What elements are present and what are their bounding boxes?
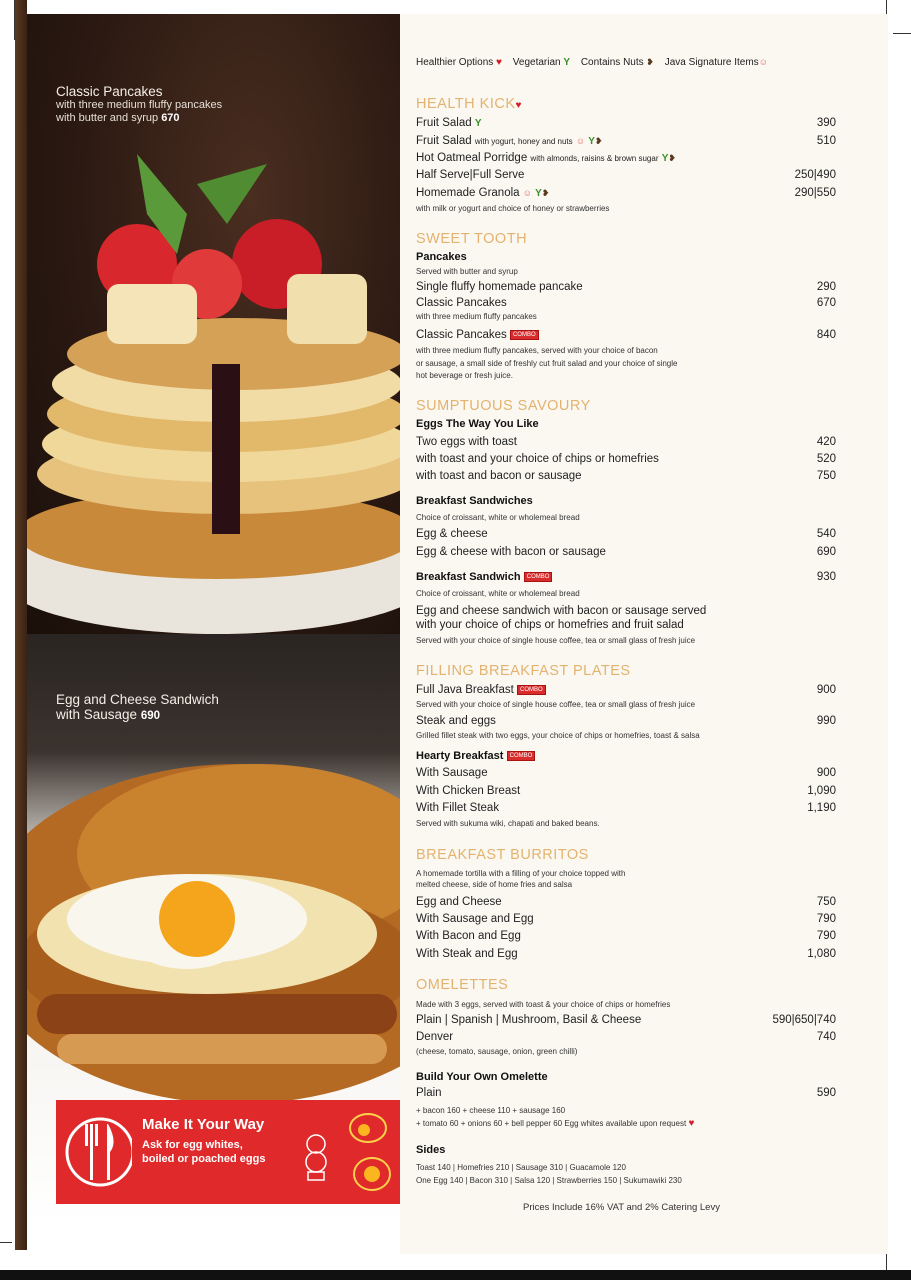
menu-column	[400, 14, 888, 1254]
make-it-your-way-banner	[56, 1100, 400, 1204]
menu-item: Egg & cheese with bacon or sausage 690	[416, 546, 836, 558]
item-note: Choice of croissant, white or wholemeal bread	[416, 513, 580, 522]
item-note: Choice of croissant, white or wholemeal bread	[416, 589, 580, 598]
cutlery-icon	[62, 1112, 132, 1192]
sub-heading: Eggs The Way You Like	[416, 418, 539, 430]
pancake-caption-title: Classic Pancakes	[56, 84, 163, 99]
menu-item: Two eggs with toast 420	[416, 436, 836, 448]
pancake-caption-price: 670	[161, 112, 180, 124]
section-breakfast-plates: FILLING BREAKFAST PLATES	[416, 663, 631, 679]
crop-mark	[0, 1242, 12, 1243]
egg-icon	[336, 1102, 396, 1202]
vegetarian-icon: Y	[588, 136, 595, 147]
section-burritos: BREAKFAST BURRITOS	[416, 847, 589, 863]
crop-mark	[893, 33, 911, 34]
item-note: Grilled fillet steak with two eggs, your choice of chips or homefries, toast & salsa	[416, 731, 700, 740]
menu-item: With Chicken Breast 1,090	[416, 785, 836, 797]
menu-item: Half Serve|Full Serve 250|490	[416, 169, 836, 181]
section-health-kick: HEALTH KICK♥	[416, 96, 522, 112]
item-note: Served with your choice of single house coffee, tea or small glass of fresh juice	[416, 636, 696, 645]
vegetarian-icon: Y	[661, 153, 669, 164]
combo-badge: COMBO	[507, 751, 536, 761]
pancake-caption	[56, 84, 222, 125]
vegetarian-icon: Y	[563, 57, 571, 68]
menu-item-description: Egg and cheese sandwich with bacon or sausage served with your choice of chips or homefries and fruit salad	[416, 605, 707, 631]
heart-icon: ♥	[515, 100, 522, 111]
menu-item: Homemade Granola ☺ Y❥ 290|550	[416, 187, 836, 199]
item-note: (cheese, tomato, sausage, onion, green chilli)	[416, 1047, 578, 1056]
chef-icon	[296, 1132, 336, 1182]
menu-item: Classic Pancakes COMBO 840	[416, 329, 836, 341]
menu-item: Steak and eggs 990	[416, 715, 836, 727]
menu-item: Hot Oatmeal Porridge with almonds, raisins & brown sugar Y❥	[416, 152, 676, 164]
menu-item: Egg & cheese 540	[416, 528, 836, 540]
sub-heading: Pancakes	[416, 251, 467, 263]
sides-list: Toast 140 | Homefries 210 | Sausage 310 | Guacamole 120 One Egg 140 | Bacon 310 | Salsa 120 | Strawberries 150 | Sukumawiki 230	[416, 1163, 682, 1185]
menu-item: Single fluffy homemade pancake 290	[416, 281, 836, 293]
item-note: Served with sukuma wiki, chapati and baked beans.	[416, 819, 600, 828]
nut-icon: ❥	[646, 57, 654, 67]
vegetarian-icon: Y	[474, 118, 482, 129]
promo-line2: boiled or poached eggs	[142, 1153, 266, 1165]
legend-healthier: Healthier Options	[416, 57, 494, 68]
menu-item: With Sausage and Egg 790	[416, 913, 836, 925]
menu-item: Classic Pancakes 670	[416, 297, 836, 309]
nut-icon: ❥	[668, 153, 676, 163]
pancake-caption-line1: with three medium fluffy pancakes	[56, 99, 223, 111]
signature-icon: ☺	[575, 136, 586, 146]
sandwich-caption-price: 690	[140, 710, 161, 722]
menu-item: Egg and Cheese 750	[416, 896, 836, 908]
item-note: with three medium fluffy pancakes, served with your choice of bacon or sausage, a small side of freshly cut fruit salad and your choice of single hot beverage or fresh juice.	[416, 346, 678, 380]
item-note: Made with 3 eggs, served with toast & your choice of chips or homefries	[416, 1000, 671, 1009]
dietary-legend	[416, 57, 776, 68]
section-sweet-tooth: SWEET TOOTH	[416, 231, 528, 247]
heart-icon: ♥	[688, 1117, 695, 1129]
menu-item: With Sausage 900	[416, 767, 836, 779]
legend-signature: Java Signature Items	[664, 57, 759, 68]
sandwich-caption	[56, 692, 219, 724]
promo-title: Make It Your Way	[142, 1116, 265, 1133]
combo-badge: COMBO	[517, 685, 546, 695]
item-note: Served with your choice of single house coffee, tea or small glass of fresh juice	[416, 700, 696, 709]
menu-item: Hearty Breakfast COMBO	[416, 750, 836, 762]
menu-item: with toast and bacon or sausage 750	[416, 470, 836, 482]
sub-heading: Sides	[416, 1144, 446, 1156]
legend-vegetarian: Vegetarian	[512, 57, 561, 68]
item-note: with milk or yogurt and choice of honey or strawberries	[416, 204, 610, 213]
sandwich-caption-line2: with Sausage	[56, 707, 138, 722]
price-footer: Prices Include 16% VAT and 2% Catering Levy	[523, 1202, 720, 1213]
menu-item: Full Java Breakfast COMBO 900	[416, 684, 836, 696]
vegetarian-icon: Y	[535, 188, 542, 199]
photo-column	[27, 14, 400, 1224]
combo-badge: COMBO	[524, 572, 553, 582]
menu-item: With Fillet Steak 1,190	[416, 802, 836, 814]
signature-icon: ☺	[758, 57, 768, 67]
pancake-caption-line2: with butter and syrup	[56, 112, 159, 124]
menu-item: Denver 740	[416, 1031, 836, 1043]
menu-item: Fruit Salad Y 390	[416, 117, 836, 129]
menu-item: Fruit Salad with yogurt, honey and nuts ☺ Y❥ 510	[416, 135, 836, 147]
item-note: Served with butter and syrup	[416, 267, 518, 276]
menu-item: With Steak and Egg 1,080	[416, 948, 836, 960]
item-note: A homemade tortilla with a filling of your choice topped with melted cheese, side of home fries and salsa	[416, 869, 626, 889]
sandwich-caption-title: Egg and Cheese Sandwich	[56, 692, 219, 707]
combo-badge: COMBO	[510, 330, 539, 340]
sub-heading: Breakfast Sandwiches	[416, 495, 533, 507]
nut-icon: ❥	[541, 188, 550, 198]
heart-icon: ♥	[496, 57, 502, 68]
nut-icon: ❥	[594, 136, 603, 146]
left-wood-strip	[15, 0, 27, 1250]
menu-item: with toast and your choice of chips or homefries 520	[416, 453, 836, 465]
menu-item: With Bacon and Egg 790	[416, 930, 836, 942]
sub-heading: Build Your Own Omelette	[416, 1071, 548, 1083]
item-note: + bacon 160 + cheese 110 + sausage 160 + tomato 60 + onions 60 + bell pepper 60 Egg whites available upon request ♥	[416, 1106, 695, 1129]
signature-icon: ☺	[522, 188, 532, 198]
menu-item: Breakfast Sandwich COMBO 930	[416, 571, 836, 583]
section-savoury: SUMPTUOUS SAVOURY	[416, 398, 591, 414]
legend-nuts: Contains Nuts	[580, 57, 644, 68]
menu-item: Plain | Spanish | Mushroom, Basil & Cheese 590|650|740	[416, 1014, 836, 1026]
promo-subtitle	[142, 1138, 292, 1166]
bottom-bar	[0, 1270, 911, 1280]
section-omelettes: OMELETTES	[416, 977, 509, 993]
menu-item: Plain 590	[416, 1087, 836, 1099]
item-note: with three medium fluffy pancakes	[416, 312, 537, 321]
promo-line1: Ask for egg whites,	[142, 1139, 243, 1151]
